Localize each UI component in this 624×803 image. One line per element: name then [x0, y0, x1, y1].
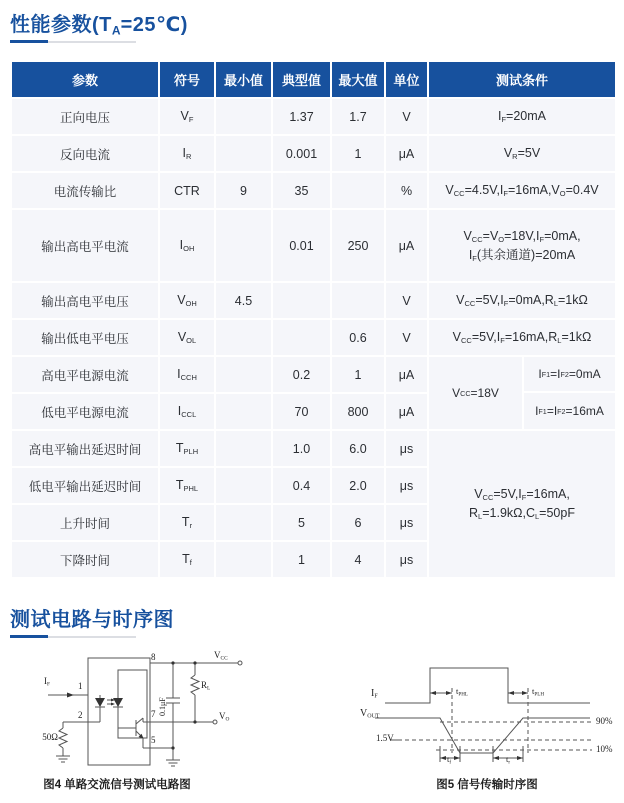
- parameter-cell: 下降时间: [11, 541, 159, 578]
- test-condition-cell: $I_F=20mA$: [428, 98, 616, 135]
- typical-value-cell: [272, 282, 331, 319]
- underline-accent: [10, 40, 48, 43]
- parameter-cell: 高电平输出延迟时间: [11, 430, 159, 467]
- underline-tail: [48, 636, 136, 638]
- unit-cell: μs: [385, 504, 428, 541]
- fig4-caption: 图4 单路交流信号测试电路图: [43, 779, 191, 791]
- header-row: [11, 61, 616, 98]
- table-row: [11, 319, 616, 356]
- unit-cell: μs: [385, 541, 428, 578]
- pin5-label: 5: [151, 735, 156, 745]
- test-condition-cell: $V_{CC}=5V,I_F=0mA,R_L=1k\Omega$: [428, 282, 616, 319]
- underline-tail: [48, 41, 136, 43]
- table-row: [11, 282, 616, 319]
- test-condition-cell: $V_{CC}=4.5V,I_F=16mA,V_O=0.4V$: [428, 172, 616, 209]
- figures-area: [0, 648, 624, 798]
- unit-cell: μA: [385, 135, 428, 172]
- typical-value-cell: 0.2: [272, 356, 331, 393]
- underline-accent: [10, 635, 48, 638]
- performance-section-title: 性能参数$(T_A=25℃)$: [10, 14, 188, 38]
- tphl-label: $t_{PHL}$: [456, 686, 468, 698]
- unit-cell: V: [385, 282, 428, 319]
- column-header-test-condition: 测试条件: [428, 61, 616, 98]
- column-header-parameter: 参数: [11, 61, 159, 98]
- symbol-cell: $I_{OH}$: [159, 209, 215, 282]
- min-value-cell: [215, 98, 272, 135]
- symbol-cell: $I_{CCH}$: [159, 356, 215, 393]
- table-row: [11, 98, 616, 135]
- parameter-cell: 上升时间: [11, 504, 159, 541]
- symbol-cell: $V_{OL}$: [159, 319, 215, 356]
- max-value-cell: [331, 172, 385, 209]
- pin8-label: 8: [151, 652, 156, 662]
- unit-cell: μs: [385, 467, 428, 504]
- table-row: [11, 172, 616, 209]
- column-header-min: 最小值: [215, 61, 272, 98]
- min-value-cell: 9: [215, 172, 272, 209]
- test-condition-cell-merged: $V_{CC}=5V,I_F=16mA$, $R_L=1.9k\Omega,C_L=50pF$: [428, 430, 616, 578]
- max-value-cell: 6: [331, 504, 385, 541]
- min-value-cell: [215, 356, 272, 393]
- min-value-cell: [215, 319, 272, 356]
- typical-value-cell: 1.37: [272, 98, 331, 135]
- typical-value-cell: 0.4: [272, 467, 331, 504]
- input-resistor-label: 50Ω: [42, 732, 58, 742]
- min-value-cell: [215, 467, 272, 504]
- unit-cell: μA: [385, 209, 428, 282]
- unit-cell: V: [385, 319, 428, 356]
- unit-cell: V: [385, 98, 428, 135]
- row-condition: I F1 =I F2 =16mA: [535, 404, 604, 418]
- shared-condition: V CC =18V: [429, 357, 524, 429]
- column-header-unit: 单位: [385, 61, 428, 98]
- symbol-cell: $T_{PLH}$: [159, 430, 215, 467]
- row-condition: I F1 =I F2 =0mA: [524, 357, 615, 393]
- parameters-table-head: [11, 61, 616, 98]
- typical-value-cell: 5: [272, 504, 331, 541]
- parameter-cell: 输出低电平电压: [11, 319, 159, 356]
- fig5-caption: 图5 信号传输时序图: [436, 779, 538, 791]
- typical-value-cell: [272, 319, 331, 356]
- tf-label: $t_f$: [447, 754, 452, 766]
- table-row: [11, 430, 616, 467]
- pin2-label: 2: [78, 710, 83, 720]
- symbol-cell: CTR: [159, 172, 215, 209]
- title-underline: [10, 635, 136, 638]
- max-value-cell: 1.7: [331, 98, 385, 135]
- load-resistor-label: $R_L$: [201, 680, 211, 692]
- min-value-cell: [215, 541, 272, 578]
- min-value-cell: [215, 135, 272, 172]
- parameter-cell: 正向电压: [11, 98, 159, 135]
- unit-cell: μA: [385, 356, 428, 393]
- tr-label: $t_r$: [506, 754, 511, 766]
- parameters-table-body: [11, 98, 616, 578]
- typical-value-cell: 35: [272, 172, 331, 209]
- table-row: [11, 135, 616, 172]
- vout-waveform-label: $V_{OUT}$: [360, 708, 380, 720]
- if-input-label: $I_F$: [44, 676, 50, 688]
- max-value-cell: 1: [331, 356, 385, 393]
- min-value-cell: [215, 393, 272, 430]
- test-condition-cell: $V_{CC}=V_O=18V,I_F=0mA$, $I_F$(其余通道)=20mA: [428, 209, 616, 282]
- threshold-label: 1.5V: [376, 733, 394, 743]
- table-row: [11, 209, 616, 282]
- column-header-symbol: 符号: [159, 61, 215, 98]
- pin1-label: 1: [78, 681, 83, 691]
- parameter-cell: 电流传输比: [11, 172, 159, 209]
- tplh-label: $t_{PLH}$: [532, 686, 544, 698]
- max-value-cell: [331, 282, 385, 319]
- table-row: [11, 356, 616, 393]
- max-value-cell: 2.0: [331, 467, 385, 504]
- parameter-cell: 低电平电源电流: [11, 393, 159, 430]
- typical-value-cell: 70: [272, 393, 331, 430]
- symbol-cell: $V_F$: [159, 98, 215, 135]
- symbol-cell: $T_f$: [159, 541, 215, 578]
- symbol-cell: $T_{PHL}$: [159, 467, 215, 504]
- max-value-cell: 800: [331, 393, 385, 430]
- max-value-cell: 4: [331, 541, 385, 578]
- symbol-cell: $T_r$: [159, 504, 215, 541]
- level-10-label: 10%: [596, 744, 613, 754]
- test-condition-cell-split: [428, 356, 616, 430]
- max-value-cell: 6.0: [331, 430, 385, 467]
- vcc-label: $V_{CC}$: [214, 650, 228, 662]
- unit-cell: %: [385, 172, 428, 209]
- symbol-cell: $I_R$: [159, 135, 215, 172]
- max-value-cell: 0.6: [331, 319, 385, 356]
- parameter-cell: 低电平输出延迟时间: [11, 467, 159, 504]
- column-header-max: 最大值: [331, 61, 385, 98]
- typical-value-cell: 1.0: [272, 430, 331, 467]
- parameter-cell: 高电平电源电流: [11, 356, 159, 393]
- capacitor-label: 0.1μF: [158, 697, 167, 716]
- min-value-cell: 4.5: [215, 282, 272, 319]
- pin7-label: 7: [151, 709, 156, 719]
- if-waveform-label: $I_F$: [371, 688, 378, 700]
- unit-cell: μs: [385, 430, 428, 467]
- parameter-cell: 输出高电平电流: [11, 209, 159, 282]
- max-value-cell: 250: [331, 209, 385, 282]
- parameter-cell: 输出高电平电压: [11, 282, 159, 319]
- parameter-cell: 反向电流: [11, 135, 159, 172]
- vo-label: $V_O$: [219, 711, 230, 723]
- typical-value-cell: 0.01: [272, 209, 331, 282]
- column-header-typical: 典型值: [272, 61, 331, 98]
- condition-split-grid: [429, 357, 615, 429]
- typical-value-cell: 0.001: [272, 135, 331, 172]
- min-value-cell: [215, 430, 272, 467]
- symbol-cell: $I_{CCL}$: [159, 393, 215, 430]
- max-value-cell: 1: [331, 135, 385, 172]
- test-condition-cell: $V_R=5V$: [428, 135, 616, 172]
- symbol-cell: $V_{OH}$: [159, 282, 215, 319]
- test-condition-cell: $V_{CC}=5V,I_F=16mA,R_L=1k\Omega$: [428, 319, 616, 356]
- typical-value-cell: 1: [272, 541, 331, 578]
- parameters-table: [10, 60, 617, 579]
- title-underline: [10, 40, 136, 43]
- timing-diagram: [360, 650, 624, 772]
- test-section-title: 测试电路与时序图: [10, 609, 174, 631]
- level-90-label: 90%: [596, 716, 613, 726]
- unit-cell: μA: [385, 393, 428, 430]
- min-value-cell: [215, 209, 272, 282]
- min-value-cell: [215, 504, 272, 541]
